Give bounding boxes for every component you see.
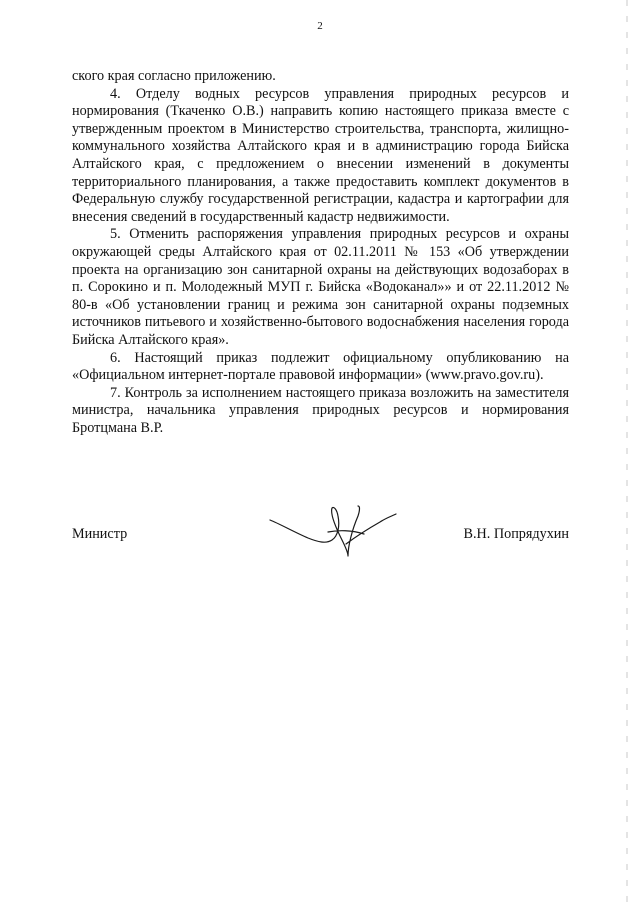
paragraph-item-6: 6. Настоящий приказ подлежит официальному опубликованию на «Официальном интернет-портале правовой информации» (www.pravo.gov.ru). bbox=[72, 349, 569, 384]
paragraph-item-7: 7. Контроль за исполнением настоящего приказа возложить на заместителя министра, начальника управления природных ресурсов и нормирования Бротцмана В.Р. bbox=[72, 384, 569, 436]
signatory-name: В.Н. Попрядухин bbox=[463, 526, 569, 542]
document-body bbox=[72, 68, 569, 437]
paragraph-item-4: 4. Отделу водных ресурсов управления природных ресурсов и нормирования (Ткаченко О.В.) направить копию настоящего приказа вместе с утвержденным проектом в Министерство строительства, транспорта, жилищно-коммунального хозяйства Алтайского края и в администрацию города Бийска Алтайского края, с предложением о внесении изменений в документы территориального планирования, а также предоставить комплект документов в Федеральную службу государственной регистрации, кадастра и картографии для внесения сведений в государственный кадастр недвижимости. bbox=[72, 85, 569, 225]
paragraph-continuation: ского края согласно приложению. bbox=[72, 68, 276, 84]
handwritten-signature bbox=[268, 500, 398, 560]
paragraph-item-5: 5. Отменить распоряжения управления природных ресурсов и охраны окружающей среды Алтайского края от 02.11.2011 № 153 «Об утверждении проекта на организацию зон санитарной охраны на действующих водозаборах в п. Сорокино и п. Молодежный МУП г. Бийска «Водоканал»» и от 22.11.2012 № 80-в «Об установлении границ и режима зон санитарной охраны подземных источников питьевого и хозяйственно-бытового водоснабжения населения города Бийска Алтайского края». bbox=[72, 226, 569, 348]
scan-edge-line bbox=[626, 0, 628, 905]
page-number: 2 bbox=[317, 20, 323, 32]
signatory-title: Министр bbox=[72, 526, 128, 542]
